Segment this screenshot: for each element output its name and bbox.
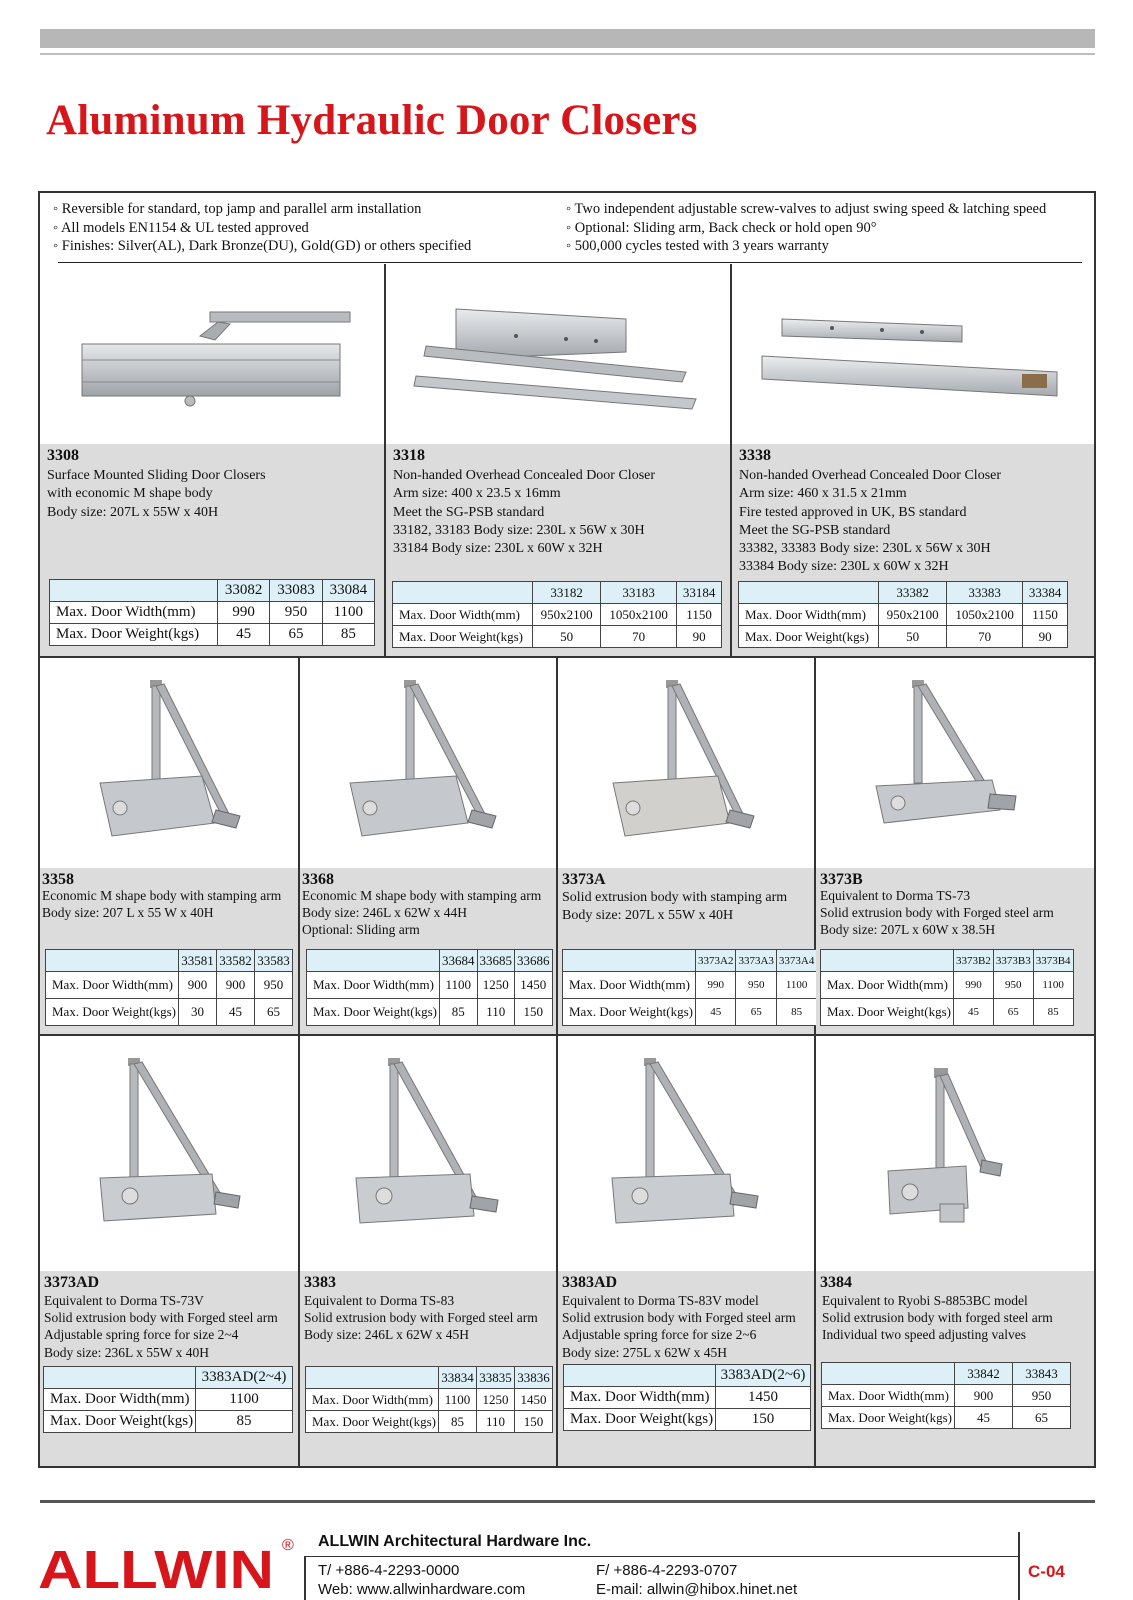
product-row-3 (40, 1036, 1094, 1466)
spec-table (43, 1366, 293, 1433)
spec-value: 150 (716, 1409, 811, 1431)
spec-col-header: 33834 (439, 1367, 477, 1389)
fax: F/ +886-4-2293-0707 (596, 1562, 738, 1579)
product-image-area (300, 658, 556, 868)
spec-row-label: Max. Door Width(mm) (739, 604, 879, 626)
desc-line: 33184 Body size: 230L x 60W x 32H (393, 541, 603, 557)
desc-line: with economic M shape body (47, 486, 213, 502)
model-number: 3368 (302, 871, 334, 888)
product-row-1 (40, 264, 1094, 656)
desc-line: Adjustable spring force for size 2~6 (562, 1327, 757, 1343)
product-info (300, 868, 556, 1034)
product-image-area (558, 1036, 814, 1271)
spec-value: 65 (254, 999, 292, 1026)
product-info (40, 1271, 298, 1466)
desc-line: Solid extrusion body with Forged steel arm (44, 1310, 278, 1326)
spec-col-header: 33686 (515, 950, 553, 972)
model-number: 3383 (304, 1274, 336, 1291)
spec-row-label: Max. Door Weight(kgs) (564, 1409, 716, 1431)
spec-table (820, 949, 1074, 1026)
spec-row-label: Max. Door Weight(kgs) (307, 999, 440, 1026)
feature-item: ◦ Finishes: Silver(AL), Dark Bronze(DU), Gold(GD) or others specified (53, 238, 472, 254)
model-description (44, 1292, 278, 1361)
spec-col-header: 3373B3 (993, 950, 1033, 972)
spec-table (562, 949, 817, 1026)
spec-value: 1050x2100 (601, 604, 677, 626)
page-title: Aluminum Hydraulic Door Closers (46, 97, 698, 144)
model-number: 3308 (47, 447, 79, 464)
model-description (304, 1292, 538, 1344)
product-info (40, 444, 384, 656)
sliding-closer-image (40, 264, 386, 442)
desc-line: Non-handed Overhead Concealed Door Closer (393, 468, 656, 483)
spec-col-header: 33382 (879, 582, 947, 604)
model-description (302, 887, 541, 938)
desc-line: Body size: 207L x 60W x 38.5H (820, 922, 996, 937)
telephone: T/ +886-4-2293-0000 (318, 1562, 460, 1579)
spec-col-header: 3373A3 (736, 950, 776, 972)
footer-divider (304, 1556, 1019, 1557)
footer-divider (304, 1556, 306, 1600)
features-block (40, 193, 1094, 265)
desc-line: Arm size: 400 x 23.5 x 16mm (393, 486, 561, 502)
product-row-2 (40, 658, 1094, 1034)
allwin-logo-icon (38, 1532, 303, 1594)
desc-line: Body size: 246L x 62W x 45H (304, 1327, 469, 1343)
spec-value: 50 (879, 626, 947, 648)
desc-line: Solid extrusion body with Forged steel arm (820, 905, 1054, 920)
model-number: 3373AD (44, 1274, 100, 1291)
spec-value: 45 (217, 999, 255, 1026)
model-description (42, 887, 281, 921)
product-card-3384 (816, 1036, 1094, 1466)
spec-row-label: Max. Door Weight(kgs) (739, 626, 879, 648)
door-closer-image (300, 658, 556, 868)
concealed-closer-image (732, 264, 1094, 442)
desc-line: Solid extrusion body with Forged steel arm (304, 1310, 538, 1326)
spec-row-label: Max. Door Weight(kgs) (46, 999, 179, 1026)
spec-row-label: Max. Door Width(mm) (563, 972, 696, 999)
desc-line: Meet the SG-PSB standard (739, 522, 891, 538)
email: E-mail: allwin@hibox.hinet.net (596, 1581, 798, 1598)
spec-value: 1100 (440, 972, 478, 999)
desc-line: Body size: 207 L x 55 W x 40H (42, 905, 214, 920)
spec-col-header: 3383AD(2~4) (196, 1367, 293, 1389)
spec-value: 1250 (477, 1389, 515, 1411)
model-number: 3384 (820, 1274, 852, 1291)
spec-value: 85 (439, 1411, 477, 1433)
desc-line: 33384 Body size: 230L x 60W x 32H (739, 559, 949, 575)
product-info (816, 868, 1094, 1034)
spec-col-header: 3373B2 (954, 950, 994, 972)
spec-value: 90 (1023, 626, 1068, 648)
spec-value: 1050x2100 (947, 604, 1023, 626)
desc-line: Arm size: 460 x 31.5 x 21mm (739, 486, 907, 502)
product-card-3308 (40, 264, 386, 656)
product-card-3373B (816, 658, 1094, 1034)
spec-value: 900 (955, 1385, 1013, 1407)
features-rule (58, 262, 1082, 263)
top-gray-bar (40, 29, 1095, 48)
spec-value: 1100 (1033, 972, 1073, 999)
spec-row-label: Max. Door Width(mm) (822, 1385, 955, 1407)
product-card-3338 (732, 264, 1094, 656)
feature-item: ◦ Two independent adjustable screw-valves to adjust swing speed & latching speed (566, 201, 1047, 217)
spec-col-header: 33583 (254, 950, 292, 972)
desc-line: Optional: Sliding arm (302, 922, 420, 937)
spec-value: 85 (776, 999, 816, 1026)
desc-line: Body size: 207L x 55W x 40H (562, 908, 734, 923)
spec-value: 1450 (716, 1387, 811, 1409)
desc-line: Solid extrusion body with Forged steel arm (562, 1310, 796, 1326)
spec-value: 1100 (439, 1389, 477, 1411)
spec-value: 85 (440, 999, 478, 1026)
spec-value: 1450 (515, 972, 553, 999)
door-closer-image (816, 1036, 1094, 1271)
spec-col-header: 33835 (477, 1367, 515, 1389)
spec-value: 90 (677, 626, 722, 648)
product-info (300, 1271, 556, 1466)
svg-text:®: ® (282, 1537, 294, 1554)
concealed-closer-image (386, 264, 730, 442)
desc-line: Fire tested approved in UK, BS standard (739, 504, 967, 520)
feature-item: ◦ Optional: Sliding arm, Back check or hold open 90° (566, 219, 877, 236)
desc-line: 33382, 33383 Body size: 230L x 56W x 30H (739, 541, 991, 557)
spec-value: 30 (179, 999, 217, 1026)
model-description (47, 467, 266, 522)
spec-col-header: 33082 (218, 580, 270, 602)
product-image-area (40, 658, 298, 868)
desc-line: Body size: 236L x 55W x 40H (44, 1344, 209, 1360)
spec-value: 990 (954, 972, 994, 999)
spec-col-header: 33836 (514, 1367, 552, 1389)
model-description (820, 887, 1054, 938)
product-card-3358 (40, 658, 300, 1034)
desc-line: Equivalent to Dorma TS-73 (820, 888, 971, 903)
spec-value: 990 (696, 972, 736, 999)
spec-value: 950x2100 (879, 604, 947, 626)
door-closer-image (558, 1036, 814, 1271)
spec-table (821, 1362, 1071, 1429)
product-image-area (732, 264, 1094, 442)
product-card-3373A (558, 658, 816, 1034)
catalog-frame (38, 191, 1096, 1468)
spec-value: 45 (218, 624, 270, 646)
feature-item: ◦ 500,000 cycles tested with 3 years warranty (566, 238, 829, 254)
spec-value: 85 (322, 624, 374, 646)
spec-value: 950 (736, 972, 776, 999)
spec-col-header: 3383AD(2~6) (716, 1365, 811, 1387)
spec-value: 65 (993, 999, 1033, 1026)
product-info (558, 1271, 814, 1466)
desc-line: 33182, 33183 Body size: 230L x 56W x 30H (393, 522, 645, 538)
desc-line: Non-handed Overhead Concealed Door Closer (739, 468, 1002, 483)
spec-value: 990 (218, 602, 270, 624)
product-image-area (816, 658, 1094, 868)
features-right (566, 200, 1046, 256)
spec-col-header: 33183 (601, 582, 677, 604)
top-rule (40, 53, 1095, 55)
spec-col-header: 33685 (477, 950, 515, 972)
desc-line: Surface Mounted Sliding Door Closers (47, 468, 266, 483)
spec-value: 950 (993, 972, 1033, 999)
spec-row-label: Max. Door Weight(kgs) (563, 999, 696, 1026)
spec-value: 950x2100 (533, 604, 601, 626)
spec-value: 110 (477, 1411, 515, 1433)
spec-value: 65 (1013, 1407, 1071, 1429)
desc-line: Equivalent to Ryobi S-8853BC model (822, 1293, 1028, 1308)
spec-value: 70 (947, 626, 1023, 648)
door-closer-image (558, 658, 814, 868)
spec-col-header: 33581 (179, 950, 217, 972)
door-closer-image (40, 1036, 298, 1271)
spec-value: 65 (736, 999, 776, 1026)
product-image-area (816, 1036, 1094, 1271)
desc-line: Body size: 207L x 55W x 40H (47, 504, 219, 520)
spec-row-label: Max. Door Weight(kgs) (306, 1411, 439, 1433)
spec-value: 150 (514, 1411, 552, 1433)
spec-value: 900 (217, 972, 255, 999)
spec-value: 1100 (196, 1389, 293, 1411)
spec-row-label: Max. Door Width(mm) (564, 1387, 716, 1409)
footer-rule (40, 1500, 1095, 1503)
spec-col-header: 33582 (217, 950, 255, 972)
product-card-3368 (300, 658, 558, 1034)
product-info (40, 868, 298, 1034)
spec-row-label: Max. Door Weight(kgs) (393, 626, 533, 648)
spec-value: 1450 (514, 1389, 552, 1411)
door-closer-image (816, 658, 1094, 868)
spec-col-header: 3373A4 (776, 950, 816, 972)
spec-value: 150 (515, 999, 553, 1026)
spec-value: 45 (955, 1407, 1013, 1429)
desc-line: Equivalent to Dorma TS-83V model (562, 1293, 759, 1308)
desc-line: Economic M shape body with stamping arm (42, 888, 282, 903)
spec-row-label: Max. Door Width(mm) (821, 972, 954, 999)
desc-line: Individual two speed adjusting valves (822, 1327, 1026, 1343)
model-number: 3358 (42, 871, 74, 888)
desc-line: Adjustable spring force for size 2~4 (44, 1327, 239, 1343)
spec-col-header: 33182 (533, 582, 601, 604)
desc-line: Body size: 275L x 62W x 45H (562, 1344, 727, 1360)
model-number: 3318 (393, 447, 425, 464)
spec-value: 1100 (776, 972, 816, 999)
spec-col-header: 33842 (955, 1363, 1013, 1385)
company-name: ALLWIN Architectural Hardware Inc. (318, 1533, 592, 1550)
spec-value: 1100 (322, 602, 374, 624)
spec-col-header: 3373B4 (1033, 950, 1073, 972)
product-info (816, 1271, 1094, 1466)
desc-line: Equivalent to Dorma TS-73V (44, 1293, 204, 1308)
spec-value: 85 (196, 1411, 293, 1433)
product-info (558, 868, 814, 1034)
spec-value: 950 (1013, 1385, 1071, 1407)
spec-value: 45 (696, 999, 736, 1026)
product-card-3373AD (40, 1036, 300, 1466)
spec-value: 950 (254, 972, 292, 999)
spec-value: 1150 (677, 604, 722, 626)
spec-row-label: Max. Door Width(mm) (44, 1389, 196, 1411)
door-closer-image (40, 658, 298, 868)
spec-table (49, 579, 375, 646)
product-image-area (558, 658, 814, 868)
product-image-area (300, 1036, 556, 1271)
spec-table (306, 949, 553, 1026)
spec-value: 1250 (477, 972, 515, 999)
spec-value: 45 (954, 999, 994, 1026)
desc-line: Meet the SG-PSB standard (393, 504, 545, 520)
door-closer-image (300, 1036, 556, 1271)
allwin-logo (38, 1532, 303, 1599)
spec-row-label: Max. Door Width(mm) (306, 1389, 439, 1411)
model-description (822, 1292, 1053, 1344)
model-number: 3373B (820, 871, 863, 888)
spec-value: 65 (270, 624, 322, 646)
desc-line: Solid extrusion body with forged steel arm (822, 1310, 1053, 1326)
product-image-area (386, 264, 730, 442)
model-description (562, 889, 787, 925)
spec-table (305, 1366, 553, 1433)
spec-col-header: 33384 (1023, 582, 1068, 604)
spec-col-header: 3373A2 (696, 950, 736, 972)
product-image-area (40, 1036, 298, 1271)
website: Web: www.allwinhardware.com (318, 1581, 526, 1598)
spec-value: 1150 (1023, 604, 1068, 626)
model-number: 3383AD (562, 1274, 618, 1291)
spec-row-label: Max. Door Width(mm) (307, 972, 440, 999)
spec-value: 950 (270, 602, 322, 624)
desc-line: Solid extrusion body with stamping arm (562, 890, 788, 905)
svg-text:ALLWIN: ALLWIN (38, 1540, 274, 1594)
model-number: 3373A (562, 871, 606, 888)
spec-value: 50 (533, 626, 601, 648)
spec-col-header: 33184 (677, 582, 722, 604)
product-info (386, 444, 730, 656)
product-image-area (40, 264, 384, 442)
spec-value: 110 (477, 999, 515, 1026)
features-left (53, 200, 471, 256)
spec-row-label: Max. Door Weight(kgs) (50, 624, 218, 646)
desc-line: Equivalent to Dorma TS-83 (304, 1293, 455, 1308)
feature-item: ◦ All models EN1154 & UL tested approved (53, 219, 309, 236)
spec-row-label: Max. Door Width(mm) (393, 604, 533, 626)
footer-divider (1018, 1532, 1020, 1600)
spec-row-label: Max. Door Weight(kgs) (822, 1407, 955, 1429)
spec-table (738, 581, 1068, 648)
product-info (732, 444, 1094, 656)
spec-row-label: Max. Door Weight(kgs) (44, 1411, 196, 1433)
desc-line: Economic M shape body with stamping arm (302, 888, 542, 903)
spec-row-label: Max. Door Weight(kgs) (821, 999, 954, 1026)
spec-col-header: 33083 (270, 580, 322, 602)
desc-line: Body size: 246L x 62W x 44H (302, 905, 467, 920)
spec-table (45, 949, 293, 1026)
spec-table (392, 581, 722, 648)
spec-table (563, 1364, 811, 1431)
product-card-3318 (386, 264, 732, 656)
product-card-3383 (300, 1036, 558, 1466)
model-description (562, 1292, 796, 1361)
spec-row-label: Max. Door Width(mm) (46, 972, 179, 999)
spec-value: 900 (179, 972, 217, 999)
spec-col-header: 33383 (947, 582, 1023, 604)
page-number: C-04 (1028, 1562, 1065, 1581)
spec-row-label: Max. Door Width(mm) (50, 602, 218, 624)
spec-col-header: 33084 (322, 580, 374, 602)
model-number: 3338 (739, 447, 771, 464)
feature-item: ◦ Reversible for standard, top jamp and parallel arm installation (53, 201, 422, 217)
spec-col-header: 33684 (440, 950, 478, 972)
model-description (739, 467, 1001, 577)
product-card-3383AD (558, 1036, 816, 1466)
model-description (393, 467, 655, 558)
spec-value: 70 (601, 626, 677, 648)
spec-col-header: 33843 (1013, 1363, 1071, 1385)
spec-value: 85 (1033, 999, 1073, 1026)
